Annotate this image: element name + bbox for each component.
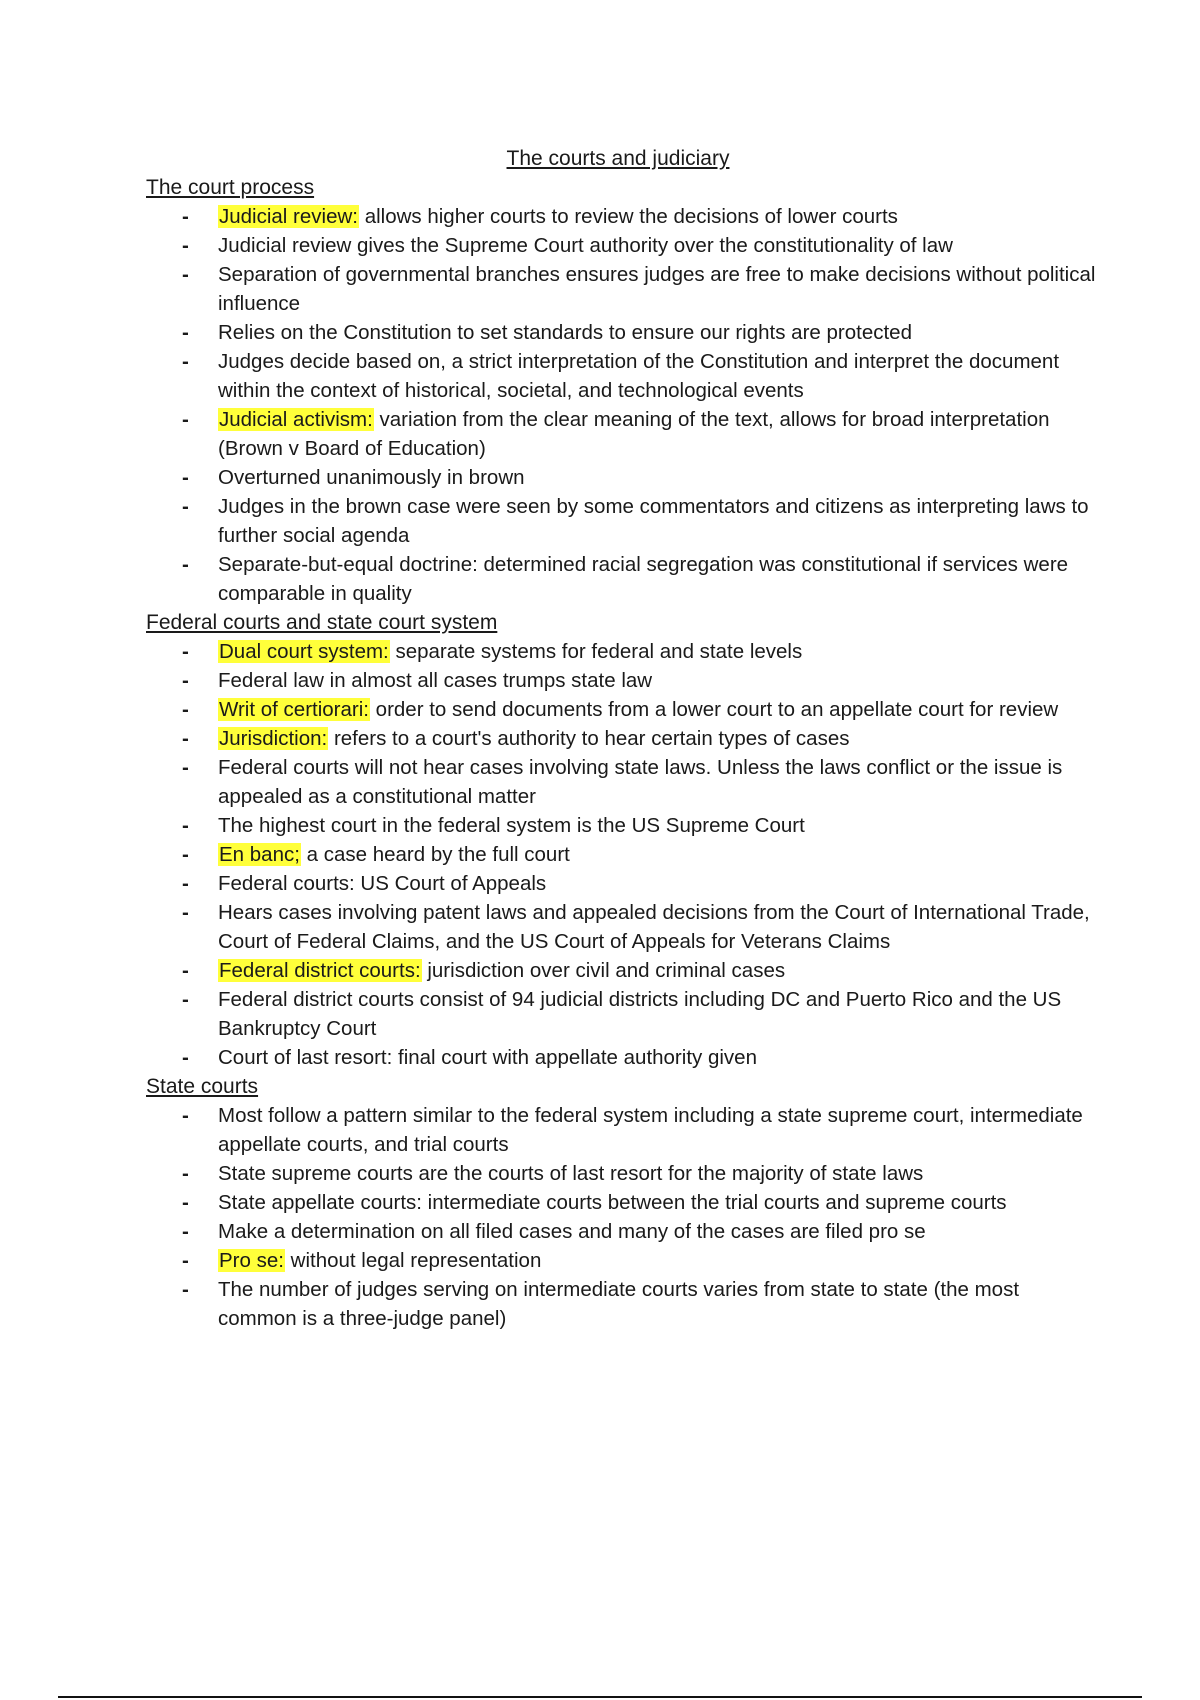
- list-item: [146, 492, 1096, 550]
- item-text: The number of judges serving on intermediate courts varies from state to state (the most common is a three-judge panel): [218, 1278, 1020, 1330]
- highlighted-term: Judicial activism:: [219, 408, 373, 431]
- bullet-list: [146, 1101, 1096, 1333]
- item-text: Hears cases involving patent laws and appealed decisions from the Court of International Trade, Court of Federal Claims, and the US Court of Appeals for Veterans Claims: [218, 901, 1090, 953]
- list-item: [146, 840, 1096, 869]
- section-heading: State courts: [146, 1075, 259, 1098]
- item-text: a case heard by the full court: [300, 843, 570, 866]
- list-item: [146, 811, 1096, 840]
- document-title: The courts and judiciary: [506, 147, 730, 170]
- list-item: [146, 695, 1096, 724]
- item-text: refers to a court's authority to hear certain types of cases: [328, 727, 850, 750]
- item-text: Court of last resort: final court with appellate authority given: [218, 1046, 757, 1069]
- document-body: [146, 173, 1096, 1333]
- list-item: [146, 985, 1096, 1043]
- list-item: [146, 898, 1096, 956]
- item-text: Relies on the Constitution to set standards to ensure our rights are protected: [218, 321, 912, 344]
- section-heading: The court process: [146, 176, 315, 199]
- item-text: separate systems for federal and state levels: [389, 640, 803, 663]
- highlighted-term: En banc;: [219, 843, 300, 866]
- list-item: [146, 405, 1096, 463]
- list-item: [146, 1159, 1096, 1188]
- highlighted-term: Jurisdiction:: [219, 727, 328, 750]
- highlighted-term: Writ of certiorari:: [219, 698, 369, 721]
- list-item: [146, 1188, 1096, 1217]
- item-text: The highest court in the federal system is the US Supreme Court: [218, 814, 805, 837]
- list-item: [146, 724, 1096, 753]
- list-item: [146, 347, 1096, 405]
- bullet-list: [146, 202, 1096, 608]
- list-item: [146, 1043, 1096, 1072]
- item-text: Most follow a pattern similar to the federal system including a state supreme court, intermediate appellate courts, and trial courts: [218, 1104, 1083, 1156]
- list-item: [146, 1101, 1096, 1159]
- list-item: [146, 637, 1096, 666]
- item-text: allows higher courts to review the decisions of lower courts: [359, 205, 898, 228]
- list-item: [146, 231, 1096, 260]
- item-text: Federal law in almost all cases trumps state law: [218, 669, 653, 692]
- item-text: Judges decide based on, a strict interpretation of the Constitution and interpret the document within the context of historical, societal, and technological events: [218, 350, 1060, 402]
- item-text: order to send documents from a lower court to an appellate court for review: [369, 698, 1059, 721]
- item-text: jurisdiction over civil and criminal cases: [421, 959, 786, 982]
- item-text: State supreme courts are the courts of last resort for the majority of state laws: [218, 1162, 924, 1185]
- list-item: [146, 666, 1096, 695]
- item-text: State appellate courts: intermediate courts between the trial courts and supreme courts: [218, 1191, 1007, 1214]
- list-item: [146, 550, 1096, 608]
- item-text: Overturned unanimously in brown: [218, 466, 525, 489]
- item-text: Federal courts: US Court of Appeals: [218, 872, 547, 895]
- highlighted-term: Judicial review:: [219, 205, 358, 228]
- item-text: Separation of governmental branches ensures judges are free to make decisions without political influence: [218, 263, 1096, 315]
- item-text: Federal district courts consist of 94 judicial districts including DC and Puerto Rico and the US Bankruptcy Court: [218, 988, 1062, 1040]
- list-item: [146, 1275, 1096, 1333]
- item-text: Judicial review gives the Supreme Court authority over the constitutionality of law: [218, 234, 953, 257]
- list-item: [146, 202, 1096, 231]
- list-item: [146, 753, 1096, 811]
- section-heading: Federal courts and state court system: [146, 611, 498, 634]
- highlighted-term: Dual court system:: [219, 640, 389, 663]
- list-item: [146, 260, 1096, 318]
- bullet-list: [146, 637, 1096, 1072]
- highlighted-term: Pro se:: [219, 1249, 284, 1272]
- item-text: without legal representation: [284, 1249, 542, 1272]
- item-text: Judges in the brown case were seen by some commentators and citizens as interpreting laws to further social agenda: [218, 495, 1089, 547]
- item-text: variation from the clear meaning of the text, allows for broad interpretation (Brown v Board of Education): [218, 408, 1050, 460]
- highlighted-term: Federal district courts:: [219, 959, 421, 982]
- list-item: [146, 1217, 1096, 1246]
- list-item: [146, 318, 1096, 347]
- page-bottom-rule: [58, 1696, 1142, 1698]
- item-text: Make a determination on all filed cases and many of the cases are filed pro se: [218, 1220, 926, 1243]
- list-item: [146, 956, 1096, 985]
- item-text: Separate-but-equal doctrine: determined racial segregation was constitutional if services were comparable in quality: [218, 553, 1069, 605]
- list-item: [146, 869, 1096, 898]
- list-item: [146, 1246, 1096, 1275]
- item-text: Federal courts will not hear cases involving state laws. Unless the laws conflict or the issue is appealed as a constitutional matter: [218, 756, 1063, 808]
- list-item: [146, 463, 1096, 492]
